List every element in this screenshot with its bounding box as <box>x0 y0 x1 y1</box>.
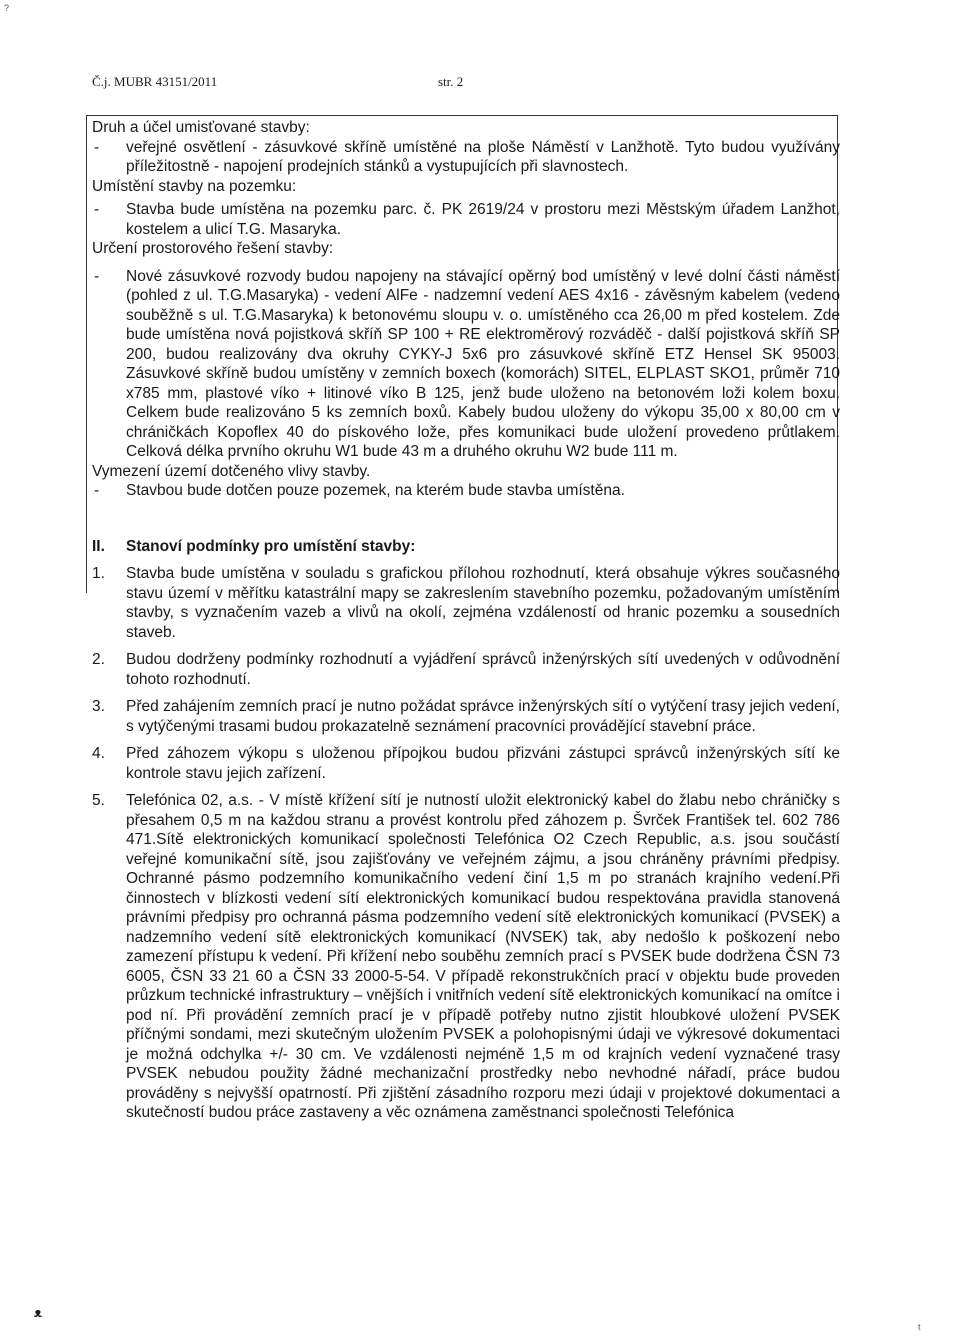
footer-mark: ᴥ <box>34 1305 42 1320</box>
location-item <box>92 200 840 239</box>
document-body <box>92 118 840 1131</box>
condition-number: 1. <box>92 565 105 582</box>
condition-text: Před záhozem výkopu s uloženou přípojkou budou přizváni zástupci správců inženýrských sítí ke kontrole stavu jejich zařízení. <box>126 745 840 782</box>
condition-number: 2. <box>92 651 105 668</box>
condition-item <box>92 650 840 689</box>
area-text: Stavbou bude dotčen pouze pozemek, na kterém bude stavba umístěna. <box>126 482 625 499</box>
location-heading: Umístění stavby na pozemku: <box>92 177 297 195</box>
purpose-item <box>92 138 840 177</box>
location-text: Stavba bude umístěna na pozemku parc. č. PK 2619/24 v prostoru mezi Městským úřadem Lanžhot, kostelem a ulicí T.G. Masaryka. <box>126 201 840 238</box>
condition-number: 3. <box>92 698 105 715</box>
condition-text: Stavba bude umístěna v souladu s grafickou přílohou rozhodnutí, která obsahuje výkres současného stavu území v měřítku katastrální mapy se zakreslením stavebního pozemku, požadovaným umístěním stavby, s vyznačením vazeb a vlivů na okolí, zejména vzdáleností od hranic pozemku a sousedních staveb. <box>126 565 840 641</box>
bullet-dash: - <box>94 267 100 285</box>
bullet-dash: - <box>94 138 100 156</box>
condition-number: 5. <box>92 792 105 809</box>
side-mark: t <box>918 1322 921 1332</box>
purpose-heading: Druh a účel umisťované stavby: <box>92 119 310 136</box>
conditions-list <box>92 564 840 1123</box>
condition-text: Telefónica 02, a.s. - V místě křížení sítí je nutností uložit elektronický kabel do žlabu nebo chráničky s přesahem 0,5 m na každou stranu a provést kontrolu před záhozem p. Švrček František tel. 602 786 471.Sítě elektronických komunikací společnosti Telefónica O2 Czech Republic, a.s. jsou součástí veřejné komunikační sítě, jsou zajišťovány ve veřejném zájmu, a jsou chráněny právními předpisy. Ochranné pásmo podzemního komunikačního vedení činí 1,5 m po stranách krajního vedení.Při činnostech v blízkosti vedení sítí elektronických komunikací budou respektována pravidla stanovená právními předpisy pro ochranná pásma podzemního vedení sítě elektronických komunikací (PVSEK) a nadzemního vedení sítě elektronických komunikací (NVSEK) tak, aby nedošlo k poškození nebo zamezení přístupu k vedení. Při křížení nebo souběhu zemních prací s PVSEK bude dodržena ČSN 73 6005, ČSN 33 21 60 a ČSN 33 2000-5-54. V případě rekonstrukčních prací v objektu bude proveden průzkum technické infrastruktury – vnějších i vnitřních vedení sítě elektronických komunikací na omítce i pod ní. Při provádění zemních prací je v případě potřeby nutno zjistit hloubkové uložení PVSEK příčnými sondami, mezi skutečným uložením PVSEK a polohopisnými údaji ve výkresové dokumentaci je možná odchylka +/- 30 cm. Ve vzdálenosti nejméně 1,5 m od krajních vedení vyznačené trasy PVSEK nebudou použity žádné mechanizační prostředky nebo nevhodné nářadí, práce budou prováděny s nejvyšší opatrností. Při zjištění zásadního rozporu mezi údaji v projektové dokumentaci a skutečností budou práce zastaveny a věc oznámena zaměstnanci společnosti Telefónica <box>126 792 840 1121</box>
page-number: str. 2 <box>438 74 464 89</box>
section-title: Stanoví podmínky pro umístění stavby: <box>126 537 416 555</box>
spatial-heading: Určení prostorového řešení stavby: <box>92 240 334 257</box>
condition-item <box>92 697 840 736</box>
bullet-dash: - <box>94 201 100 218</box>
condition-item <box>92 564 840 642</box>
scan-corner-mark: ? <box>4 3 10 13</box>
area-heading: Vymezení území dotčeného vlivy stavby. <box>92 462 371 480</box>
section-heading <box>92 537 840 557</box>
condition-item <box>92 791 840 1123</box>
condition-text: Před zahájením zemních prací je nutno požádat správce inženýrských sítí o vytýčení trasy jejich vedení, s vytýčenými trasami budou prokazatelně seznámení pracovníci provádějící stavební práce. <box>126 698 840 735</box>
bullet-dash: - <box>94 482 100 499</box>
area-item <box>92 481 840 501</box>
page-header <box>92 74 464 90</box>
spatial-item <box>92 267 840 462</box>
purpose-text: veřejné osvětlení - zásuvkové skříně umístěné na ploše Náměstí v Lanžhotě. Tyto budou využívány příležitostně - napojení prodejních stánků a vystupujících při slavnostech. <box>126 138 840 175</box>
condition-item <box>92 744 840 783</box>
reference-number: Č.j. MUBR 43151/2011 <box>92 74 218 89</box>
condition-text: Budou dodrženy podmínky rozhodnutí a vyjádření správců inženýrských sítí uvedených v odůvodnění tohoto rozhodnutí. <box>126 651 840 688</box>
condition-number: 4. <box>92 745 105 762</box>
spatial-text: Nové zásuvkové rozvody budou napojeny na stávající opěrný bod umístěný v levé dolní části náměstí (pohled z ul. T.G.Masaryka) - vedení AlFe - nadzemní vedení AES 4x16 - závěsným kabelem (vedeno souběžně s ul. T.G.Masaryka) k betonovému sloupu v. o. umístěného cca 26,00 m před kostelem. Zde bude umístěna nová pojistková skříň SP 100 + RE elektroměrový rozváděč - další pojistková skříň SP 200, budou realizovány dva okruhy CYKY-J 5x6 pro zásuvkové skříně ETZ Hensel SK 95003. Zásuvkové skříně budou umístěny v zemních boxech (komorách) SITEL, ELPLAST SKO1, průměr 710 x785 mm, plastové víko + litinové víko B 125, jenž bude uloženo na betonovém loži kolem boxu. Celkem bude realizováno 5 ks zemních boxů. Kabely budou uloženy do výkopu 35,00 x 80,00 cm v chráničkách Kopoflex 40 do pískového lože, přes komunikaci bude uložení provedeno průtlakem. Celková délka prvního okruhu W1 bude 43 m a druhého okruhu W2 bude 111 m. <box>126 267 840 460</box>
section-number: II. <box>92 537 105 555</box>
